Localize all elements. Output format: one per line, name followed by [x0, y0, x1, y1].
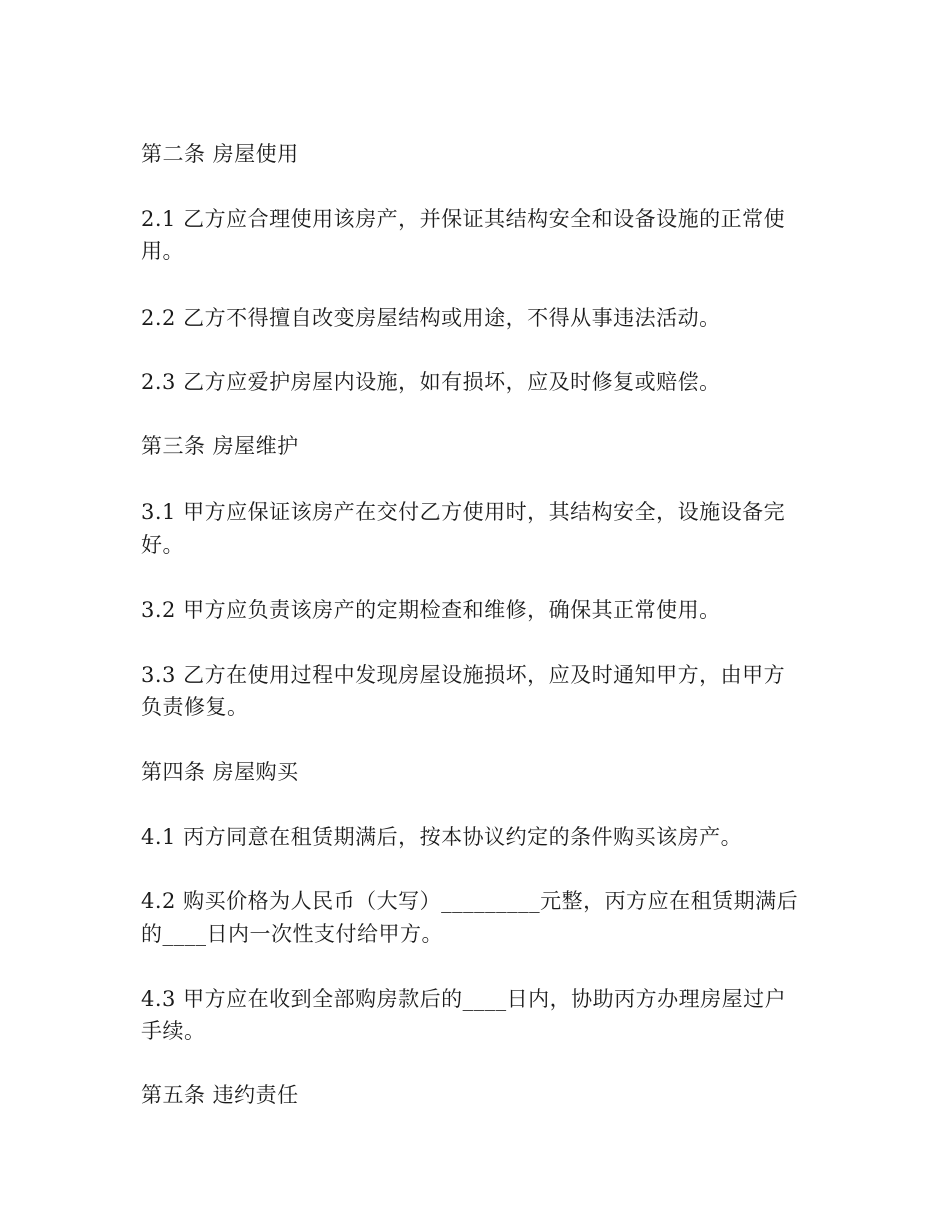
clause-2-1-line-1: 2.1 乙方应合理使用该房产，并保证其结构安全和设备设施的正常使 [141, 207, 786, 231]
clause-4-1: 4.1 丙方同意在租赁期满后，按本协议约定的条件购买该房产。 [141, 825, 743, 849]
section-heading-4: 第四条 房屋购买 [141, 760, 299, 784]
clause-4-3-line-1: 4.3 甲方应在收到全部购房款后的____日内，协助丙方办理房屋过户 [141, 987, 787, 1011]
clause-3-3-line-1: 3.3 乙方在使用过程中发现房屋设施损坏，应及时通知甲方，由甲方 [141, 663, 786, 687]
section-heading-3: 第三条 房屋维护 [141, 434, 299, 458]
clause-4-3-line-2: 手续。 [141, 1019, 206, 1043]
clause-3-1-line-1: 3.1 甲方应保证该房产在交付乙方使用时，其结构安全，设施设备完 [141, 500, 786, 524]
clause-2-3: 2.3 乙方应爱护房屋内设施，如有损坏，应及时修复或赔偿。 [141, 370, 721, 394]
clause-3-2: 3.2 甲方应负责该房产的定期检查和维修，确保其正常使用。 [141, 598, 721, 622]
section-heading-5: 第五条 违约责任 [141, 1083, 299, 1107]
clause-3-3-line-2: 负责修复。 [141, 695, 249, 719]
clause-2-2: 2.2 乙方不得擅自改变房屋结构或用途，不得从事违法活动。 [141, 306, 721, 330]
clause-2-1-line-2: 用。 [141, 239, 184, 263]
clause-4-2-line-2: 的____日内一次性支付给甲方。 [141, 922, 443, 946]
clause-3-1-line-2: 好。 [141, 533, 184, 557]
clause-4-2-line-1: 4.2 购买价格为人民币（大写）_________元整，丙方应在租赁期满后 [141, 889, 799, 913]
section-heading-2: 第二条 房屋使用 [141, 142, 299, 166]
